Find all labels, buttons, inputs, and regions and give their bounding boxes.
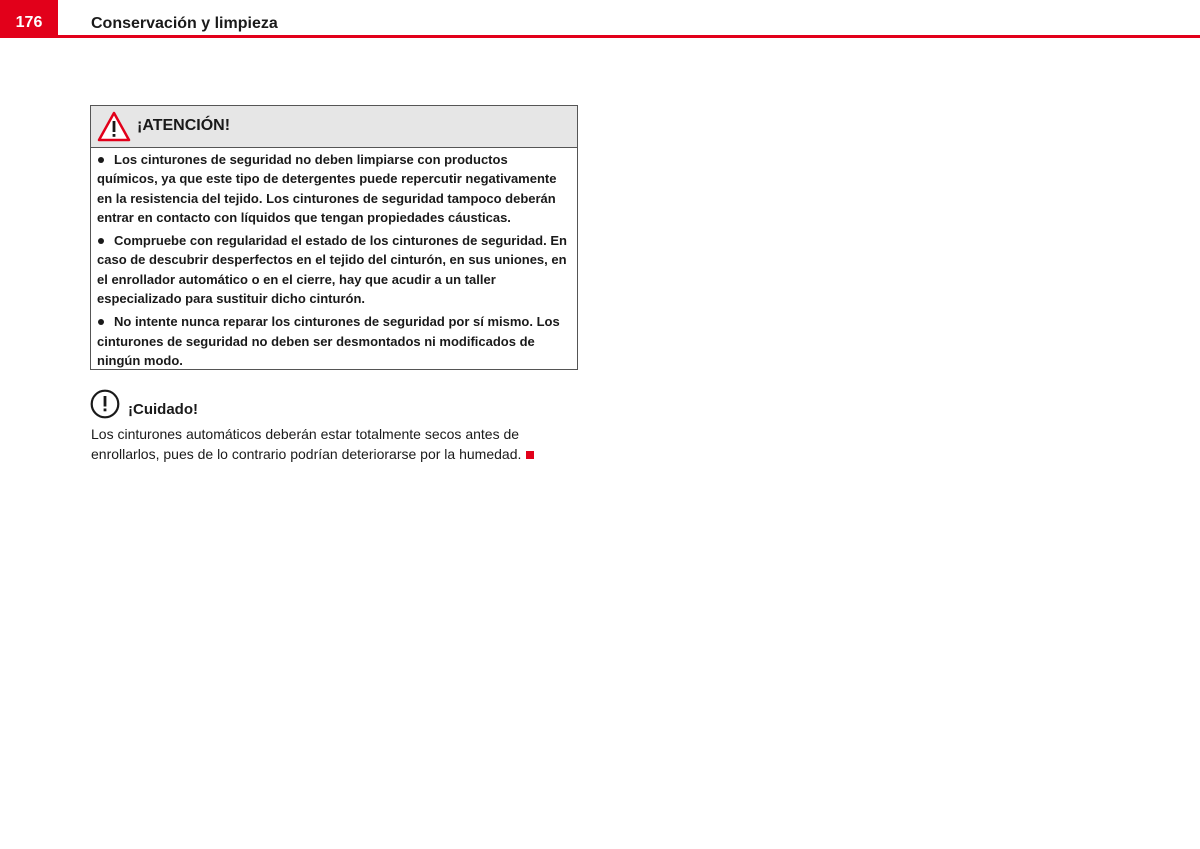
caution-text (91, 424, 581, 464)
exclamation-circle-icon (90, 389, 120, 419)
warning-item-text: Compruebe con regularidad el estado de los cinturones de seguridad. En caso de descubrir desperfectos en el tejido del cinturón, en sus uniones, en el enrollador automático o en el cierre, hay que acudir a un taller especializado para sustituir dicho cinturón. (97, 233, 567, 307)
caution-heading (90, 389, 390, 419)
warning-item-text: No intente nunca reparar los cinturones de seguridad por sí mismo. Los cinturones de seguridad no deben ser desmontados ni modificados de ningún modo. (97, 314, 560, 368)
warning-body (91, 148, 577, 370)
end-of-section-marker (526, 451, 534, 459)
warning-box (90, 105, 578, 370)
warning-triangle-icon (97, 111, 131, 142)
warning-title: ¡ATENCIÓN! (137, 117, 231, 134)
bullet-icon (98, 238, 104, 244)
warning-header (91, 106, 577, 148)
page-number: 176 (0, 0, 58, 38)
header-rule (58, 35, 1200, 38)
warning-item (97, 312, 570, 370)
section-title: Conservación y limpieza (91, 15, 278, 32)
warning-item-text: Los cinturones de seguridad no deben limpiarse con productos químicos, ya que este tipo de detergentes puede repercutir negativamente en la resistencia del tejido. Los cinturones de seguridad tampoco deberán entrar en contacto con líquidos que tengan propiedades cáusticas. (97, 152, 557, 225)
caution-body: Los cinturones automáticos deberán estar totalmente secos antes de enrollarlos, pues de lo contrario podrían deteriorarse por la humedad. (91, 426, 522, 462)
bullet-icon (98, 319, 104, 325)
warning-item (97, 150, 570, 227)
warning-item (97, 231, 570, 308)
bullet-icon (98, 157, 104, 163)
caution-title: ¡Cuidado! (128, 401, 198, 418)
